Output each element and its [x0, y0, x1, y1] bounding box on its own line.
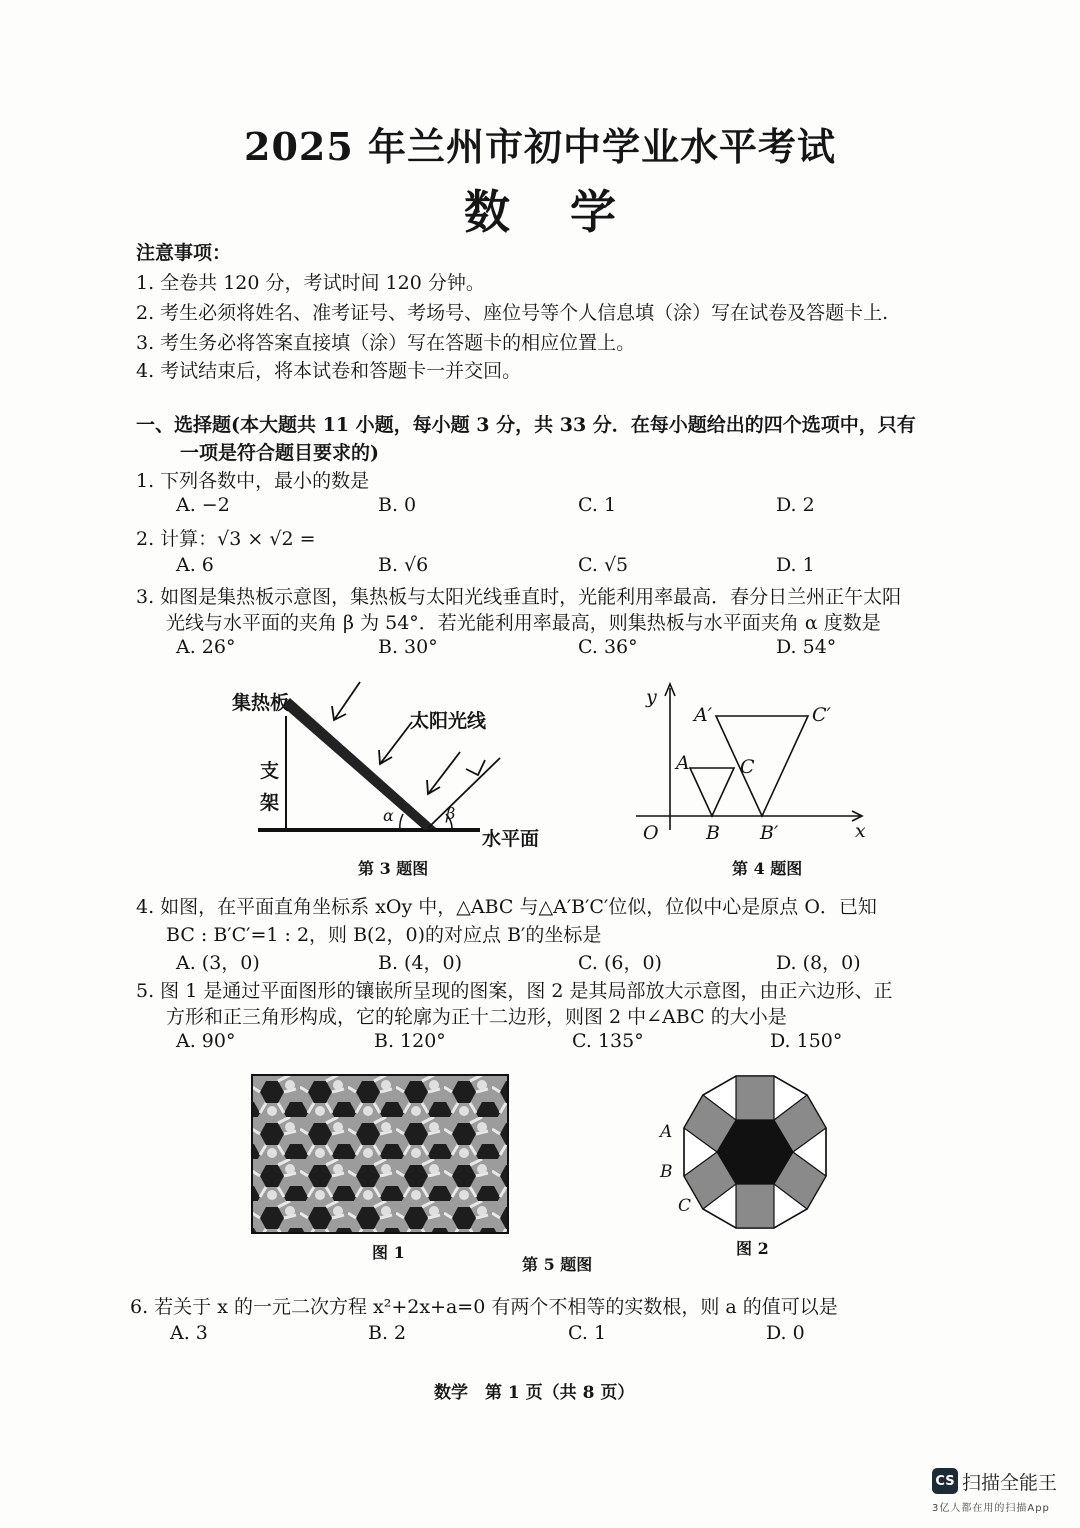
label-collector-board: 集热板: [232, 692, 290, 714]
question-4-line2: BC : B′C′=1 : 2，则 B(2，0)的对应点 B′的坐标是: [166, 924, 602, 946]
label-point-c: C: [740, 756, 755, 778]
notice-item-1: 1. 全卷共 120 分，考试时间 120 分钟。: [136, 272, 485, 294]
sun-rays: [332, 682, 500, 828]
label-beta: β: [446, 804, 456, 823]
label-stand-2: 架: [260, 792, 280, 814]
label-point-a: A: [676, 752, 690, 774]
q2-option-d: D. 1: [776, 554, 815, 576]
question-1: 1. 下列各数中，最小的数是: [136, 470, 370, 492]
q6-option-a: A. 3: [170, 1322, 208, 1344]
question-3-line2: 光线与水平面的夹角 β 为 54°．若光能利用率最高，则集热板与水平面夹角 α 度数是: [166, 612, 881, 634]
label-point-a-prime: A′: [694, 704, 713, 726]
caption-fig5-1: 图 1: [372, 1243, 405, 1262]
question-5-line2: 方形和正三角形构成，它的轮廓为正十二边形，则图 2 中∠ABC 的大小是: [166, 1006, 787, 1028]
q3-option-a: A. 26°: [176, 636, 236, 658]
label-stand-1: 支: [260, 760, 280, 782]
q4-option-c: C. (6，0): [578, 952, 662, 974]
q4-option-b: B. (4，0): [378, 952, 463, 974]
q5-option-b: B. 120°: [374, 1030, 446, 1052]
q5-option-d: D. 150°: [770, 1030, 843, 1052]
caption-fig5-2: 图 2: [736, 1239, 769, 1258]
exam-subject: 数学: [464, 185, 676, 239]
label-alpha: α: [383, 806, 394, 825]
q6-option-c: C. 1: [568, 1322, 607, 1344]
notice-item-4: 4. 考试结束后，将本试卷和答题卡一并交回。: [136, 360, 522, 382]
q1-option-b: B. 0: [378, 494, 417, 516]
section-heading-line1: 一、选择题(本大题共 11 小题，每小题 3 分，共 33 分．在每小题给出的四个选项中，只有: [136, 414, 916, 436]
q2-option-c: C. √5: [578, 554, 629, 576]
q1-option-d: D. 2: [776, 494, 815, 516]
question-2: 2. 计算：√3 × √2 =: [136, 528, 316, 550]
q2-option-a: A. 6: [176, 554, 214, 576]
label-fig5-c: C: [678, 1196, 692, 1216]
question-4-line1: 4. 如图，在平面直角坐标系 xOy 中，△ABC 与△A′B′C′位似，位似中心是原点 O．已知: [136, 896, 877, 918]
q4-option-a: A. (3，0): [176, 952, 260, 974]
label-horizontal-plane: 水平面: [482, 828, 540, 850]
q5-option-a: A. 90°: [176, 1030, 236, 1052]
page-footer: 数学 第 1 页（共 8 页）: [434, 1383, 635, 1403]
notice-heading: 注意事项：: [136, 242, 232, 264]
label-point-b-prime: B′: [760, 822, 779, 844]
notice-item-2: 2. 考生必须将姓名、准考证号、考场号、座位号等个人信息填（涂）写在试卷及答题卡上.: [136, 302, 889, 324]
label-origin: O: [643, 822, 659, 844]
question-5-line1: 5. 图 1 是通过平面图形的镶嵌所呈现的图案，图 2 是其局部放大示意图，由正六边形、正: [136, 980, 893, 1002]
camscanner-tagline: 3亿人都在用的扫描App: [932, 1503, 1050, 1514]
figure-5-tiling-pattern: [252, 1075, 508, 1233]
q5-option-c: C. 135°: [572, 1030, 644, 1052]
question-3-line1: 3. 如图是集热板示意图，集热板与太阳光线垂直时，光能利用率最高．春分日兰州正午太阳: [136, 586, 902, 608]
camscanner-name: 扫描全能王: [962, 1472, 1058, 1494]
figure-5-dodecagon: [675, 1072, 835, 1232]
q4-option-d: D. (8，0): [776, 952, 861, 974]
q6-option-b: B. 2: [368, 1322, 407, 1344]
caption-figure-5: 第 5 题图: [522, 1255, 593, 1274]
label-fig5-b: B: [660, 1162, 673, 1182]
section-heading-line2: 一项是符合题目要求的): [180, 442, 379, 464]
caption-figure-4: 第 4 题图: [732, 859, 803, 878]
q3-option-d: D. 54°: [776, 636, 837, 658]
label-y-axis: y: [646, 686, 657, 708]
q1-option-a: A. −2: [176, 494, 230, 516]
q3-option-b: B. 30°: [378, 636, 438, 658]
label-point-b: B: [706, 822, 720, 844]
triangle-abc: [690, 768, 734, 816]
label-sunlight: 太阳光线: [410, 710, 487, 732]
camscanner-logo-icon: CS: [932, 1468, 958, 1494]
alpha-arc: [400, 814, 403, 830]
label-point-c-prime: C′: [812, 704, 831, 726]
q1-option-c: C. 1: [578, 494, 617, 516]
label-x-axis: x: [855, 820, 866, 842]
q3-option-c: C. 36°: [578, 636, 638, 658]
caption-figure-3: 第 3 题图: [358, 859, 429, 878]
triangle-a2b2c2: [716, 716, 808, 816]
exam-title: 2025 年兰州市初中学业水平考试: [244, 124, 836, 169]
q2-option-b: B. √6: [378, 554, 429, 576]
notice-item-3: 3. 考生务必将答案直接填（涂）写在答题卡的相应位置上。: [136, 332, 636, 354]
q6-option-d: D. 0: [766, 1322, 805, 1344]
question-6: 6. 若关于 x 的一元二次方程 x²+2x+a=0 有两个不相等的实数根，则 a 的值可以是: [130, 1296, 838, 1318]
label-fig5-a: A: [660, 1122, 673, 1142]
